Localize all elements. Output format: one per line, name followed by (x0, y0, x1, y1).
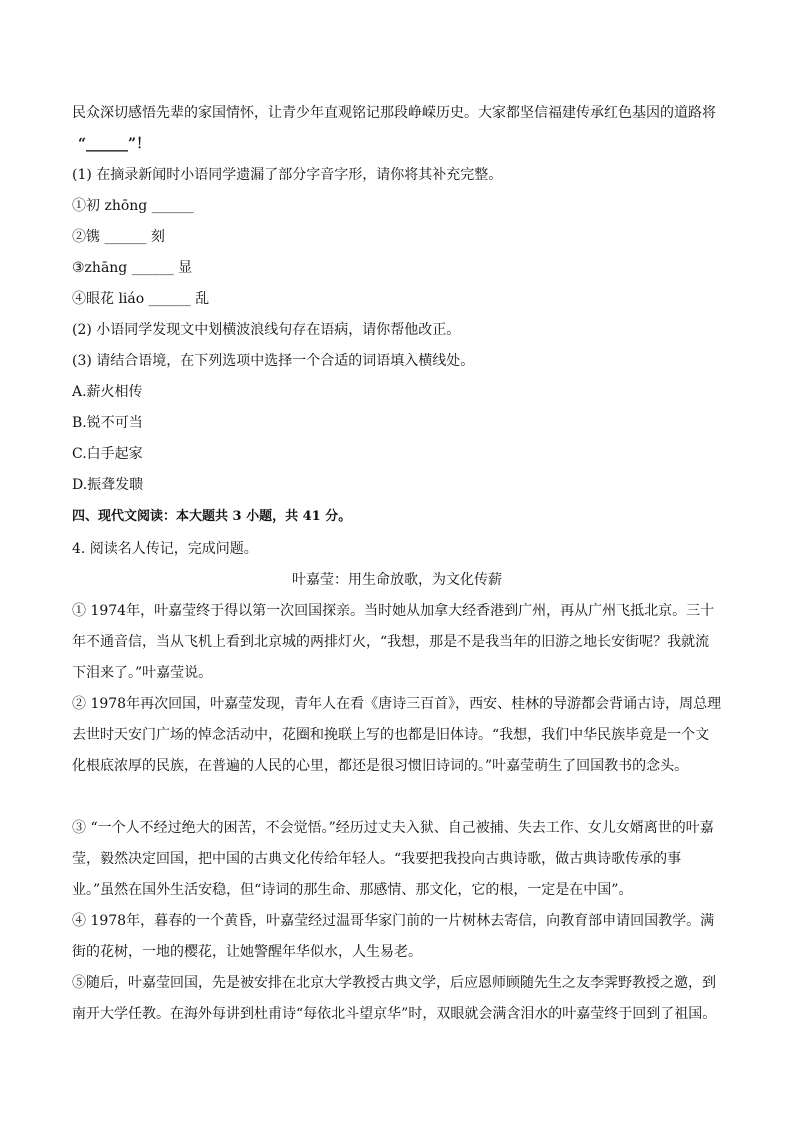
question-1-item-a: ①初 zhōng ______ (72, 198, 194, 214)
question-2: (2) 小语同学发现文中划横波浪线句存在语病，请你帮他改正。 (72, 322, 461, 338)
option-d: D.振聋发聩 (72, 477, 144, 493)
question-3: (3) 请结合语境，在下列选项中选择一个合适的词语填入横线处。 (72, 353, 475, 369)
paragraph-4: ④ 1978年，暮春的一个黄昏，叶嘉莹经过温哥华家门前的一片树林去寄信，向教育部申请回国教学。满街的花树，一地的樱花，让她警醒年华似水，人生易老。 (72, 913, 715, 960)
paragraph-3: ③ “一个人不经过绝大的困苦，不会觉悟。”经历过丈夫入狱、自己被捕、失去工作、女儿女婿离世的叶嘉莹，毅然决定回国，把中国的古典文化传给年轻人。“我要把我投向古典诗歌，做古典诗歌传承的事业。”虽然在国外生活安稳，但“诗词的那生命、那感情、那文化，它的根，一定是在中国”。 (72, 820, 714, 898)
question-1-item-d: ④眼花 liáo ______ 乱 (72, 291, 210, 307)
option-a: A.薪火相传 (72, 384, 143, 400)
question-1-item-c: ③zhāng ______ 显 (72, 260, 193, 276)
intro-line-1: 民众深切感悟先辈的家国情怀，让青少年直观铭记那段峥嵘历史。大家都坚信福建传承红色基因的道路将 (72, 105, 716, 121)
paragraph-2: ② 1978年再次回国，叶嘉莹发现，青年人在看《唐诗三百首》，西安、桂林的导游都会背诵古诗，周总理去世时天安门广场的悼念活动中，花圈和挽联上写的也都是旧体诗。“我想，我们中华民族毕竟是一个文化根底浓厚的民族，在普遍的人民的心里，都还是很习惯旧诗词的。”叶嘉莹萌生了回国教书的念头。 (72, 696, 722, 774)
paragraph-1: ① 1974年，叶嘉莹终于得以第一次回国探亲。当时她从加拿大经香港到广州，再从广州飞抵北京。三十年不通音信，当从飞机上看到北京城的两排灯火，“我想，那是不是我当年的旧游之地长安街呢？我就流下泪来了。”叶嘉莹说。 (72, 603, 715, 681)
article-title: 叶嘉莹：用生命放歌，为文化传薪 (292, 572, 502, 588)
question-1: (1) 在摘录新闻时小语同学遗漏了部分字音字形，请你将其补充完整。 (72, 167, 503, 183)
paragraph-5: ⑤随后，叶嘉莹回国，先是被安排在北京大学教授古典文学，后应恩师顾随先生之友李霁野教授之邀，到南开大学任教。在海外每讲到杜甫诗“每依北斗望京华”时，双眼就会满含泪水的叶嘉莹终于回到了祖国。 (72, 975, 717, 1022)
question-1-item-b: ②镌 ______ 刻 (72, 229, 165, 245)
option-c: C.白手起家 (72, 446, 143, 462)
section-heading: 四、现代文阅读：本大题共 3 小题，共 41 分。 (72, 509, 352, 524)
option-b: B.锐不可当 (72, 415, 143, 431)
intro-line-2: “______”！ (78, 136, 151, 152)
question-4: 4. 阅读名人传记，完成问题。 (72, 541, 258, 557)
